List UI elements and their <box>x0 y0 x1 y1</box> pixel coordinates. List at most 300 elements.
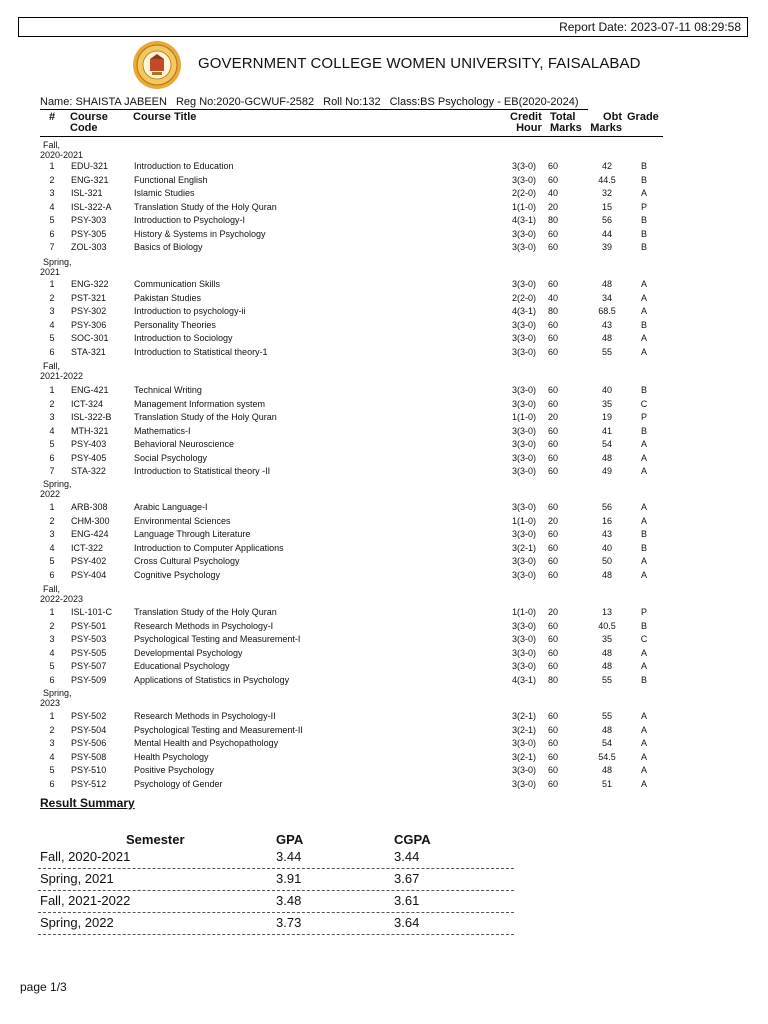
total-marks: 60 <box>548 529 559 540</box>
registration-number: Reg No:2020-GCWUF-2582 <box>175 96 315 108</box>
summary-semester: Fall, 2020-2021 <box>40 849 131 864</box>
student-info-line <box>40 96 588 110</box>
total-marks: 60 <box>548 711 559 721</box>
grade: A <box>640 515 647 526</box>
course-title: Introduction to Computer Applications <box>134 542 284 553</box>
grade: A <box>640 569 647 580</box>
course-title: Research Methods in Psychology-II <box>134 711 276 721</box>
credit-hour: 3(3-0) <box>512 228 537 239</box>
grade: B <box>640 529 647 540</box>
summary-gpa: 3.91 <box>276 871 302 886</box>
grade: A <box>640 751 647 762</box>
course-title: Psychological Testing and Measurement-I <box>134 634 301 645</box>
course-number: 4 <box>49 201 55 212</box>
total-marks: 60 <box>548 174 559 185</box>
course-title: Arabic Language-I <box>134 502 208 512</box>
course-number: 2 <box>49 174 55 185</box>
course-code: PSY-403 <box>71 439 107 450</box>
course-title: Introduction to Education <box>134 161 234 171</box>
course-title: Social Psychology <box>134 452 208 463</box>
course-number: 1 <box>49 385 55 395</box>
course-code: MTH-321 <box>71 425 109 436</box>
credit-hour: 3(3-0) <box>512 529 537 540</box>
obtained-marks: 48 <box>601 333 612 344</box>
obtained-marks: 16 <box>601 515 612 526</box>
course-number: 6 <box>49 228 55 239</box>
total-marks: 40 <box>548 292 559 303</box>
total-marks: 60 <box>548 778 559 789</box>
credit-hour: 3(3-0) <box>512 778 537 789</box>
grade: A <box>640 292 647 303</box>
total-marks: 60 <box>548 751 559 762</box>
credit-hour: 2(2-0) <box>512 188 537 199</box>
course-title: Developmental Psychology <box>134 647 243 658</box>
course-code: PSY-510 <box>71 765 107 776</box>
obtained-marks: 51 <box>601 778 612 789</box>
course-title: Language Through Literature <box>134 529 251 540</box>
course-code: PSY-512 <box>71 778 107 789</box>
course-code: ENG-421 <box>71 385 109 395</box>
course-code: PSY-509 <box>71 674 107 685</box>
grade: A <box>640 452 647 463</box>
credit-hour: 2(2-0) <box>512 292 537 303</box>
credit-hour: 3(3-0) <box>512 279 537 289</box>
class-name: Class:BS Psychology - EB(2020-2024) <box>389 96 579 108</box>
semester-label-line1: Spring, <box>43 688 72 698</box>
semester-label-line2: 2020-2021 <box>40 150 84 160</box>
total-marks: 60 <box>548 620 559 631</box>
grade: B <box>640 215 647 226</box>
credit-hour: 3(3-0) <box>512 161 537 171</box>
course-number: 5 <box>49 439 55 450</box>
summary-cgpa: 3.61 <box>394 893 420 908</box>
grade: A <box>640 556 647 567</box>
obtained-marks: 54.5 <box>598 751 616 762</box>
credit-hour: 3(3-0) <box>512 439 537 450</box>
credit-hour: 3(2-1) <box>512 711 537 721</box>
grade: A <box>640 765 647 776</box>
grade: A <box>640 466 647 477</box>
course-title: Islamic Studies <box>134 188 195 199</box>
col-header-obt <box>588 112 622 134</box>
course-code: STA-321 <box>71 346 106 357</box>
obtained-marks: 44 <box>601 228 612 239</box>
obtained-marks: 35 <box>601 398 612 409</box>
semester-label-line2: 2022 <box>40 489 61 499</box>
course-code: PSY-501 <box>71 620 107 631</box>
course-title: Personality Theories <box>134 319 216 330</box>
course-title: Technical Writing <box>134 385 202 395</box>
credit-hour: 3(3-0) <box>512 346 537 357</box>
course-title: Health Psychology <box>134 751 209 762</box>
summary-gpa: 3.48 <box>276 893 302 908</box>
total-marks: 20 <box>548 412 559 423</box>
course-number: 6 <box>49 674 55 685</box>
course-title: Translation Study of the Holy Quran <box>134 412 277 423</box>
course-code: PSY-506 <box>71 738 107 749</box>
course-number: 3 <box>49 412 55 423</box>
course-number: 4 <box>49 319 55 330</box>
total-marks: 60 <box>548 333 559 344</box>
obtained-marks: 48 <box>601 569 612 580</box>
course-code: STA-322 <box>71 466 106 477</box>
grade: A <box>640 661 647 672</box>
summary-cgpa: 3.64 <box>394 915 420 930</box>
grade: P <box>640 201 647 212</box>
grade: B <box>640 242 647 253</box>
page-number: page 1/3 <box>20 980 67 994</box>
obtained-marks: 34 <box>601 292 612 303</box>
credit-hour: 3(3-0) <box>512 502 537 512</box>
grade: A <box>640 439 647 450</box>
col-header-grade: Grade <box>627 111 659 123</box>
course-number: 4 <box>49 542 55 553</box>
grade: A <box>640 346 647 357</box>
credit-hour: 3(3-0) <box>512 738 537 749</box>
course-code: ENG-424 <box>71 529 109 540</box>
total-marks: 60 <box>548 738 559 749</box>
grade: B <box>640 319 647 330</box>
student-name: Name: SHAISTA JABEEN <box>40 96 167 108</box>
course-title: Cognitive Psychology <box>134 569 221 580</box>
course-number: 3 <box>49 529 55 540</box>
col-header-code-line2: Code <box>70 122 98 134</box>
course-title: Basics of Biology <box>134 242 203 253</box>
course-title: Introduction to Statistical theory-1 <box>134 346 268 357</box>
course-number: 1 <box>49 711 55 721</box>
course-title: Introduction to Psychology-I <box>134 215 246 226</box>
obtained-marks: 48 <box>601 647 612 658</box>
roll-number: Roll No:132 <box>323 96 381 108</box>
course-number: 6 <box>49 346 55 357</box>
summary-cgpa: 3.44 <box>394 849 420 864</box>
obtained-marks: 54 <box>601 738 612 749</box>
semester-label-line1: Fall, <box>43 584 61 594</box>
col-header-credit-line2: Hour <box>516 122 542 134</box>
course-code: PSY-504 <box>71 724 107 735</box>
obtained-marks: 48 <box>601 765 612 776</box>
university-seal-icon <box>132 40 182 90</box>
total-marks: 60 <box>548 765 559 776</box>
credit-hour: 3(3-0) <box>512 333 537 344</box>
credit-hour: 3(3-0) <box>512 452 537 463</box>
credit-hour: 4(3-1) <box>512 306 537 317</box>
course-code: PSY-305 <box>71 228 107 239</box>
result-summary-title: Result Summary <box>40 796 135 810</box>
course-code: ISL-101-C <box>71 607 113 617</box>
obtained-marks: 40 <box>601 385 612 395</box>
grade: A <box>640 188 647 199</box>
obtained-marks: 56 <box>601 502 612 512</box>
semester-label-line1: Spring, <box>43 479 72 489</box>
course-title: Introduction to Sociology <box>134 333 233 344</box>
obtained-marks: 54 <box>601 439 612 450</box>
course-title: Mathematics-I <box>134 425 191 436</box>
course-code: ICT-324 <box>71 398 104 409</box>
course-code: ENG-321 <box>71 174 109 185</box>
obtained-marks: 39 <box>601 242 612 253</box>
grade: A <box>640 306 647 317</box>
grade: C <box>640 634 648 645</box>
credit-hour: 3(3-0) <box>512 765 537 776</box>
grade: B <box>640 674 647 685</box>
credit-hour: 1(1-0) <box>512 412 537 423</box>
course-number: 3 <box>49 188 55 199</box>
course-title: Educational Psychology <box>134 661 230 672</box>
course-code: PSY-505 <box>71 647 107 658</box>
total-marks: 80 <box>548 306 559 317</box>
obtained-marks: 68.5 <box>598 306 616 317</box>
obtained-marks: 41 <box>601 425 612 436</box>
course-code: PSY-302 <box>71 306 107 317</box>
course-code: ISL-321 <box>71 188 103 199</box>
course-code: PSY-404 <box>71 569 107 580</box>
grade: P <box>640 412 647 423</box>
course-number: 6 <box>49 452 55 463</box>
credit-hour: 3(3-0) <box>512 569 537 580</box>
course-number: 1 <box>49 161 55 171</box>
course-number: 3 <box>49 738 55 749</box>
course-title: Translation Study of the Holy Quran <box>134 607 277 617</box>
course-number: 6 <box>49 778 55 789</box>
course-number: 6 <box>49 569 55 580</box>
grade: A <box>640 333 647 344</box>
semester-label <box>40 688 90 708</box>
course-title: Functional English <box>134 174 208 185</box>
grade: A <box>640 647 647 658</box>
summary-semester: Fall, 2021-2022 <box>40 893 131 908</box>
credit-hour: 3(3-0) <box>512 556 537 567</box>
obtained-marks: 15 <box>601 201 612 212</box>
obtained-marks: 42 <box>601 161 612 171</box>
course-title: Introduction to Statistical theory -II <box>134 466 271 477</box>
course-number: 2 <box>49 620 55 631</box>
total-marks: 60 <box>548 385 559 395</box>
col-header-obt-line2: Marks <box>590 122 622 134</box>
credit-hour: 3(3-0) <box>512 174 537 185</box>
course-title: Research Methods in Psychology-I <box>134 620 274 631</box>
grade: B <box>640 620 647 631</box>
total-marks: 60 <box>548 724 559 735</box>
report-date: Report Date: 2023-07-11 08:29:58 <box>559 20 741 34</box>
credit-hour: 3(3-0) <box>512 319 537 330</box>
course-number: 7 <box>49 466 55 477</box>
semester-label-line1: Spring, <box>43 257 72 267</box>
credit-hour: 3(3-0) <box>512 634 537 645</box>
col-header-no: # <box>49 111 56 123</box>
course-number: 2 <box>49 292 55 303</box>
course-code: ICT-322 <box>71 542 104 553</box>
total-marks: 60 <box>548 634 559 645</box>
obtained-marks: 40 <box>601 542 612 553</box>
obtained-marks: 43 <box>601 529 612 540</box>
credit-hour: 4(3-1) <box>512 674 537 685</box>
grade: B <box>640 425 647 436</box>
col-header-title: Course Title <box>133 111 197 123</box>
obtained-marks: 49 <box>601 466 612 477</box>
credit-hour: 1(1-0) <box>512 515 537 526</box>
summary-row <box>38 890 514 913</box>
course-code: ISL-322-B <box>71 412 112 423</box>
col-header-total <box>550 112 582 134</box>
semester-label <box>40 361 90 381</box>
header-divider <box>40 136 663 137</box>
col-header-credit-line1: Credit <box>510 111 542 123</box>
col-header-code-line1: Course <box>70 111 108 123</box>
total-marks: 60 <box>548 346 559 357</box>
total-marks: 60 <box>548 279 559 289</box>
credit-hour: 4(3-1) <box>512 215 537 226</box>
credit-hour: 3(3-0) <box>512 242 537 253</box>
semester-label-line1: Fall, <box>43 140 61 150</box>
grade: C <box>640 398 648 409</box>
course-number: 1 <box>49 607 55 617</box>
total-marks: 60 <box>548 439 559 450</box>
grade: A <box>640 738 647 749</box>
grade: B <box>640 161 647 171</box>
course-number: 2 <box>49 724 55 735</box>
credit-hour: 3(3-0) <box>512 620 537 631</box>
total-marks: 80 <box>548 674 559 685</box>
obtained-marks: 40.5 <box>598 620 616 631</box>
obtained-marks: 19 <box>601 412 612 423</box>
total-marks: 60 <box>548 425 559 436</box>
summary-semester: Spring, 2022 <box>40 915 114 930</box>
obtained-marks: 55 <box>601 711 612 721</box>
course-code: PSY-402 <box>71 556 107 567</box>
course-code: PSY-508 <box>71 751 107 762</box>
obtained-marks: 35 <box>601 634 612 645</box>
course-number: 4 <box>49 751 55 762</box>
course-title: History & Systems in Psychology <box>134 228 266 239</box>
course-number: 1 <box>49 279 55 289</box>
grade: A <box>640 502 647 512</box>
summary-header-semester: Semester <box>126 832 185 847</box>
course-title: Cross Cultural Psychology <box>134 556 240 567</box>
total-marks: 20 <box>548 607 559 617</box>
grade: A <box>640 711 647 721</box>
obtained-marks: 50 <box>601 556 612 567</box>
summary-gpa: 3.44 <box>276 849 302 864</box>
course-number: 4 <box>49 425 55 436</box>
summary-gpa: 3.73 <box>276 915 302 930</box>
obtained-marks: 55 <box>601 346 612 357</box>
course-title: Communication Skills <box>134 279 221 289</box>
course-title: Behavioral Neuroscience <box>134 439 235 450</box>
course-title: Positive Psychology <box>134 765 215 776</box>
course-code: PSY-306 <box>71 319 107 330</box>
col-header-code <box>70 112 108 134</box>
course-code: PSY-303 <box>71 215 107 226</box>
credit-hour: 3(2-1) <box>512 724 537 735</box>
total-marks: 60 <box>548 242 559 253</box>
credit-hour: 3(2-1) <box>512 751 537 762</box>
summary-semester: Spring, 2021 <box>40 871 114 886</box>
course-number: 5 <box>49 661 55 672</box>
course-title: Psychology of Gender <box>134 778 223 789</box>
total-marks: 60 <box>548 452 559 463</box>
course-code: PSY-507 <box>71 661 107 672</box>
semester-label <box>40 257 90 277</box>
semester-label-line2: 2021 <box>40 267 61 277</box>
obtained-marks: 48 <box>601 452 612 463</box>
semester-label-line2: 2021-2022 <box>40 371 84 381</box>
course-title: Translation Study of the Holy Quran <box>134 201 277 212</box>
course-code: ARB-308 <box>71 502 108 512</box>
total-marks: 60 <box>548 661 559 672</box>
grade: A <box>640 724 647 735</box>
credit-hour: 3(3-0) <box>512 661 537 672</box>
total-marks: 60 <box>548 398 559 409</box>
total-marks: 40 <box>548 188 559 199</box>
course-title: Pakistan Studies <box>134 292 202 303</box>
course-number: 3 <box>49 306 55 317</box>
course-code: PST-321 <box>71 292 107 303</box>
report-date-box <box>18 17 748 37</box>
course-number: 2 <box>49 398 55 409</box>
total-marks: 60 <box>548 569 559 580</box>
course-code: PSY-503 <box>71 634 107 645</box>
course-number: 5 <box>49 215 55 226</box>
course-number: 1 <box>49 502 55 512</box>
total-marks: 60 <box>548 161 559 171</box>
course-title: Applications of Statistics in Psychology <box>134 674 290 685</box>
grade: A <box>640 778 647 789</box>
summary-row <box>38 912 514 935</box>
course-title: Mental Health and Psychopathology <box>134 738 279 749</box>
course-title: Psychological Testing and Measurement-II <box>134 724 303 735</box>
obtained-marks: 32 <box>601 188 612 199</box>
course-number: 3 <box>49 634 55 645</box>
course-number: 4 <box>49 647 55 658</box>
course-code: PSY-502 <box>71 711 107 721</box>
summary-header-gpa: GPA <box>276 832 304 847</box>
obtained-marks: 56 <box>601 215 612 226</box>
course-code: PSY-405 <box>71 452 107 463</box>
course-title: Introduction to psychology-ii <box>134 306 246 317</box>
summary-row <box>38 868 514 891</box>
credit-hour: 1(1-0) <box>512 201 537 212</box>
grade: B <box>640 542 647 553</box>
grade: P <box>640 607 647 617</box>
grade: B <box>640 228 647 239</box>
obtained-marks: 13 <box>601 607 612 617</box>
course-number: 2 <box>49 515 55 526</box>
total-marks: 60 <box>548 647 559 658</box>
obtained-marks: 43 <box>601 319 612 330</box>
course-number: 5 <box>49 765 55 776</box>
credit-hour: 3(2-1) <box>512 542 537 553</box>
semester-label-line1: Fall, <box>43 361 61 371</box>
semester-label <box>40 479 90 499</box>
summary-cgpa: 3.67 <box>394 871 420 886</box>
obtained-marks: 48 <box>601 661 612 672</box>
credit-hour: 3(3-0) <box>512 425 537 436</box>
total-marks: 20 <box>548 515 559 526</box>
col-header-total-line1: Total <box>550 111 576 123</box>
course-code: CHM-300 <box>71 515 110 526</box>
total-marks: 60 <box>548 319 559 330</box>
course-number: 7 <box>49 242 55 253</box>
col-header-total-line2: Marks <box>550 122 582 134</box>
course-code: ENG-322 <box>71 279 109 289</box>
obtained-marks: 48 <box>601 279 612 289</box>
summary-header-cgpa: CGPA <box>394 832 431 847</box>
total-marks: 60 <box>548 542 559 553</box>
summary-row <box>38 846 514 869</box>
semester-label <box>40 140 90 160</box>
course-code: SOC-301 <box>71 333 109 344</box>
